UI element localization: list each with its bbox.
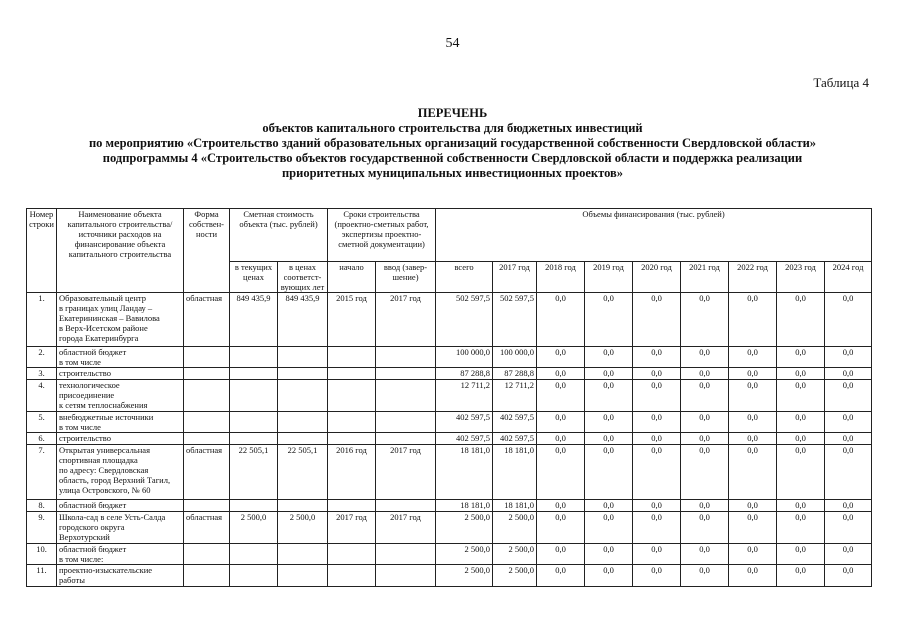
row-cost-current [230, 433, 278, 445]
row-cost-current [230, 368, 278, 380]
row-ownership [184, 380, 230, 412]
row-name: Школа-сад в селе Усть-Салда городского округа Верхотурский [57, 512, 184, 544]
page-number: 54 [445, 36, 460, 51]
row-year-value: 0,0 [633, 347, 681, 368]
row-term-end: 2017 год [376, 293, 436, 347]
row-num: 9. [27, 512, 57, 544]
row-cost-current [230, 500, 278, 512]
header-ownership: Форма собствен-ности [184, 209, 230, 293]
header-row [27, 209, 872, 262]
header-num: Номер строки [27, 209, 57, 293]
row-term-start [328, 380, 376, 412]
row-year-value: 18 181,0 [493, 500, 537, 512]
table-row [27, 412, 872, 433]
row-year-value: 0,0 [777, 565, 825, 587]
row-term-start: 2017 год [328, 512, 376, 544]
row-cost-adjusted: 849 435,9 [278, 293, 328, 347]
row-year-value: 0,0 [633, 500, 681, 512]
row-year-value: 0,0 [537, 368, 585, 380]
row-year-value: 0,0 [585, 445, 633, 500]
row-cost-current [230, 544, 278, 565]
row-num: 8. [27, 500, 57, 512]
heading-line: по мероприятию «Строительство зданий образовательных организаций государственной собственности Свердловской области» [88, 136, 817, 150]
row-term-start [328, 368, 376, 380]
row-year-value: 12 711,2 [493, 380, 537, 412]
row-year-value: 0,0 [585, 512, 633, 544]
row-ownership [184, 368, 230, 380]
row-year-value: 0,0 [777, 544, 825, 565]
row-year-value: 0,0 [729, 544, 777, 565]
row-ownership [184, 565, 230, 587]
row-cost-adjusted [278, 368, 328, 380]
row-year-value: 0,0 [633, 445, 681, 500]
row-year-value: 0,0 [585, 500, 633, 512]
row-year-value: 0,0 [729, 380, 777, 412]
table-row [27, 380, 872, 412]
heading-line: подпрограммы 4 «Строительство объектов государственной собственности Свердловской области и поддержка реализации [102, 151, 803, 165]
row-cost-adjusted [278, 380, 328, 412]
row-year-value: 0,0 [681, 347, 729, 368]
header-year: 2017 год [493, 262, 537, 293]
row-year-value: 0,0 [681, 565, 729, 587]
row-num: 11. [27, 565, 57, 587]
header-year: 2023 год [777, 262, 825, 293]
row-name: областной бюджет [57, 500, 184, 512]
row-year-value: 0,0 [681, 500, 729, 512]
header-terms: Сроки строительства (проектно-сметных работ, экспертизы проектно-сметной документации) [328, 209, 436, 262]
row-year-value: 0,0 [585, 565, 633, 587]
row-year-value: 18 181,0 [493, 445, 537, 500]
table-row [27, 368, 872, 380]
row-num: 1. [27, 293, 57, 347]
row-year-value: 0,0 [633, 412, 681, 433]
row-year-value: 0,0 [777, 347, 825, 368]
row-year-value: 0,0 [777, 380, 825, 412]
header-cost-adjusted: в ценах соответст-вующих лет [278, 262, 328, 293]
row-year-value: 0,0 [729, 293, 777, 347]
header-year: 2019 год [585, 262, 633, 293]
row-cost-current: 22 505,1 [230, 445, 278, 500]
row-year-value: 0,0 [681, 368, 729, 380]
row-num: 5. [27, 412, 57, 433]
row-name: внебюджетные источники в том числе [57, 412, 184, 433]
row-year-value: 0,0 [537, 347, 585, 368]
row-year-value: 0,0 [537, 380, 585, 412]
heading-line: объектов капитального строительства для бюджетных инвестиций [262, 121, 643, 135]
row-term-end [376, 380, 436, 412]
row-year-value: 0,0 [537, 565, 585, 587]
row-cost-adjusted [278, 412, 328, 433]
row-term-start [328, 565, 376, 587]
row-cost-current [230, 565, 278, 587]
row-year-value: 0,0 [585, 368, 633, 380]
row-term-start [328, 433, 376, 445]
row-year-value: 402 597,5 [493, 433, 537, 445]
row-year-value: 0,0 [825, 368, 872, 380]
row-year-value: 0,0 [825, 412, 872, 433]
header-cost-current: в текущих ценах [230, 262, 278, 293]
header-cost: Сметная стоимость объекта (тыс. рублей) [230, 209, 328, 262]
header-name: Наименование объекта капитального строительства/ источники расходов на финансирование объекта капитального строительства [57, 209, 184, 293]
row-year-value: 0,0 [537, 433, 585, 445]
header-year: 2018 год [537, 262, 585, 293]
row-cost-adjusted [278, 544, 328, 565]
row-term-end [376, 565, 436, 587]
table-row [27, 293, 872, 347]
row-year-value: 0,0 [633, 293, 681, 347]
table-row [27, 544, 872, 565]
row-year-value: 0,0 [585, 412, 633, 433]
row-year-value: 0,0 [729, 500, 777, 512]
row-year-value: 0,0 [633, 433, 681, 445]
row-total: 402 597,5 [436, 412, 493, 433]
header-year: 2022 год [729, 262, 777, 293]
row-term-start [328, 347, 376, 368]
row-year-value: 0,0 [729, 433, 777, 445]
row-ownership [184, 347, 230, 368]
row-year-value: 0,0 [537, 293, 585, 347]
row-year-value: 402 597,5 [493, 412, 537, 433]
table-row [27, 500, 872, 512]
row-total: 18 181,0 [436, 445, 493, 500]
row-term-end [376, 544, 436, 565]
row-num: 6. [27, 433, 57, 445]
row-year-value: 0,0 [681, 445, 729, 500]
table-row [27, 347, 872, 368]
row-year-value: 0,0 [537, 445, 585, 500]
row-year-value: 0,0 [537, 512, 585, 544]
row-year-value: 0,0 [729, 512, 777, 544]
row-year-value: 0,0 [585, 380, 633, 412]
row-term-end: 2017 год [376, 445, 436, 500]
row-num: 4. [27, 380, 57, 412]
row-ownership [184, 500, 230, 512]
row-year-value: 0,0 [633, 512, 681, 544]
row-total: 402 597,5 [436, 433, 493, 445]
document-heading [20, 106, 885, 181]
row-year-value: 0,0 [681, 544, 729, 565]
row-name: строительство [57, 368, 184, 380]
row-ownership [184, 544, 230, 565]
row-name: областной бюджет в том числе: [57, 544, 184, 565]
row-year-value: 0,0 [681, 433, 729, 445]
row-num: 10. [27, 544, 57, 565]
row-year-value: 0,0 [825, 433, 872, 445]
row-year-value: 0,0 [825, 380, 872, 412]
table-row [27, 565, 872, 587]
row-year-value: 0,0 [825, 565, 872, 587]
row-name: проектно-изыскательские работы [57, 565, 184, 587]
objects-table [26, 208, 872, 587]
row-term-end [376, 412, 436, 433]
row-year-value: 0,0 [777, 512, 825, 544]
row-ownership [184, 412, 230, 433]
row-year-value: 0,0 [681, 412, 729, 433]
row-year-value: 0,0 [585, 347, 633, 368]
row-term-end [376, 500, 436, 512]
row-term-start [328, 412, 376, 433]
row-cost-current [230, 412, 278, 433]
table-label: Таблица 4 [813, 75, 869, 90]
row-num: 7. [27, 445, 57, 500]
row-year-value: 0,0 [681, 293, 729, 347]
row-cost-current: 849 435,9 [230, 293, 278, 347]
row-cost-adjusted: 22 505,1 [278, 445, 328, 500]
row-cost-adjusted [278, 565, 328, 587]
row-year-value: 0,0 [729, 565, 777, 587]
row-year-value: 0,0 [585, 544, 633, 565]
row-year-value: 0,0 [633, 544, 681, 565]
header-year: 2024 год [825, 262, 872, 293]
row-year-value: 0,0 [633, 565, 681, 587]
row-term-start: 2015 год [328, 293, 376, 347]
table-row [27, 433, 872, 445]
row-year-value: 0,0 [585, 293, 633, 347]
row-total: 502 597,5 [436, 293, 493, 347]
row-year-value: 0,0 [729, 412, 777, 433]
row-ownership: областная [184, 445, 230, 500]
row-year-value: 0,0 [777, 500, 825, 512]
row-year-value: 0,0 [825, 512, 872, 544]
heading-line: ПЕРЕЧЕНЬ [417, 106, 488, 120]
row-year-value: 0,0 [633, 368, 681, 380]
header-year: 2020 год [633, 262, 681, 293]
header-year: 2021 год [681, 262, 729, 293]
row-year-value: 2 500,0 [493, 565, 537, 587]
row-total: 12 711,2 [436, 380, 493, 412]
row-name: Открытая универсальная спортивная площадка по адресу: Свердловская область, город Верхний Тагил, улица Островского, № 60 [57, 445, 184, 500]
header-term-start: начало [328, 262, 376, 293]
row-term-start: 2016 год [328, 445, 376, 500]
row-year-value: 0,0 [633, 380, 681, 412]
table-body [27, 293, 872, 587]
row-year-value: 2 500,0 [493, 512, 537, 544]
row-ownership [184, 433, 230, 445]
row-ownership: областная [184, 512, 230, 544]
row-ownership: областная [184, 293, 230, 347]
table-row [27, 512, 872, 544]
row-total: 2 500,0 [436, 512, 493, 544]
row-year-value: 2 500,0 [493, 544, 537, 565]
row-year-value: 0,0 [681, 512, 729, 544]
header-term-end: ввод (завер-шение) [376, 262, 436, 293]
row-year-value: 100 000,0 [493, 347, 537, 368]
row-year-value: 0,0 [825, 445, 872, 500]
table-row [27, 445, 872, 500]
row-num: 2. [27, 347, 57, 368]
row-year-value: 0,0 [585, 433, 633, 445]
row-cost-adjusted [278, 433, 328, 445]
row-name: строительство [57, 433, 184, 445]
row-name: технологическое присоединение к сетям теплоснабжения [57, 380, 184, 412]
row-year-value: 0,0 [825, 293, 872, 347]
row-year-value: 502 597,5 [493, 293, 537, 347]
row-total: 100 000,0 [436, 347, 493, 368]
row-year-value: 0,0 [777, 293, 825, 347]
row-year-value: 0,0 [681, 380, 729, 412]
row-total: 2 500,0 [436, 544, 493, 565]
row-year-value: 0,0 [729, 445, 777, 500]
row-total: 18 181,0 [436, 500, 493, 512]
row-term-end [376, 368, 436, 380]
heading-line: приоритетных муниципальных инвестиционных проектов» [281, 166, 624, 180]
row-total: 2 500,0 [436, 565, 493, 587]
row-year-value: 0,0 [537, 500, 585, 512]
row-year-value: 0,0 [537, 412, 585, 433]
row-term-start [328, 544, 376, 565]
row-term-end: 2017 год [376, 512, 436, 544]
row-cost-adjusted [278, 347, 328, 368]
row-year-value: 0,0 [777, 433, 825, 445]
row-name: областной бюджет в том числе [57, 347, 184, 368]
row-cost-current [230, 347, 278, 368]
row-year-value: 0,0 [537, 544, 585, 565]
row-cost-current: 2 500,0 [230, 512, 278, 544]
row-term-start [328, 500, 376, 512]
row-total: 87 288,8 [436, 368, 493, 380]
row-year-value: 0,0 [825, 347, 872, 368]
header-volumes: Объемы финансирования (тыс. рублей) [436, 209, 872, 262]
row-term-end [376, 347, 436, 368]
row-year-value: 87 288,8 [493, 368, 537, 380]
row-cost-adjusted [278, 500, 328, 512]
row-year-value: 0,0 [825, 544, 872, 565]
row-term-end [376, 433, 436, 445]
row-name: Образовательный центр в границах улиц Ландау – Екатерининская – Вавилова в Верх-Исетском районе города Екатеринбурга [57, 293, 184, 347]
row-year-value: 0,0 [777, 368, 825, 380]
row-cost-current [230, 380, 278, 412]
row-year-value: 0,0 [777, 412, 825, 433]
row-year-value: 0,0 [729, 347, 777, 368]
row-num: 3. [27, 368, 57, 380]
header-total: всего [436, 262, 493, 293]
row-year-value: 0,0 [825, 500, 872, 512]
row-cost-adjusted: 2 500,0 [278, 512, 328, 544]
row-year-value: 0,0 [729, 368, 777, 380]
row-year-value: 0,0 [777, 445, 825, 500]
